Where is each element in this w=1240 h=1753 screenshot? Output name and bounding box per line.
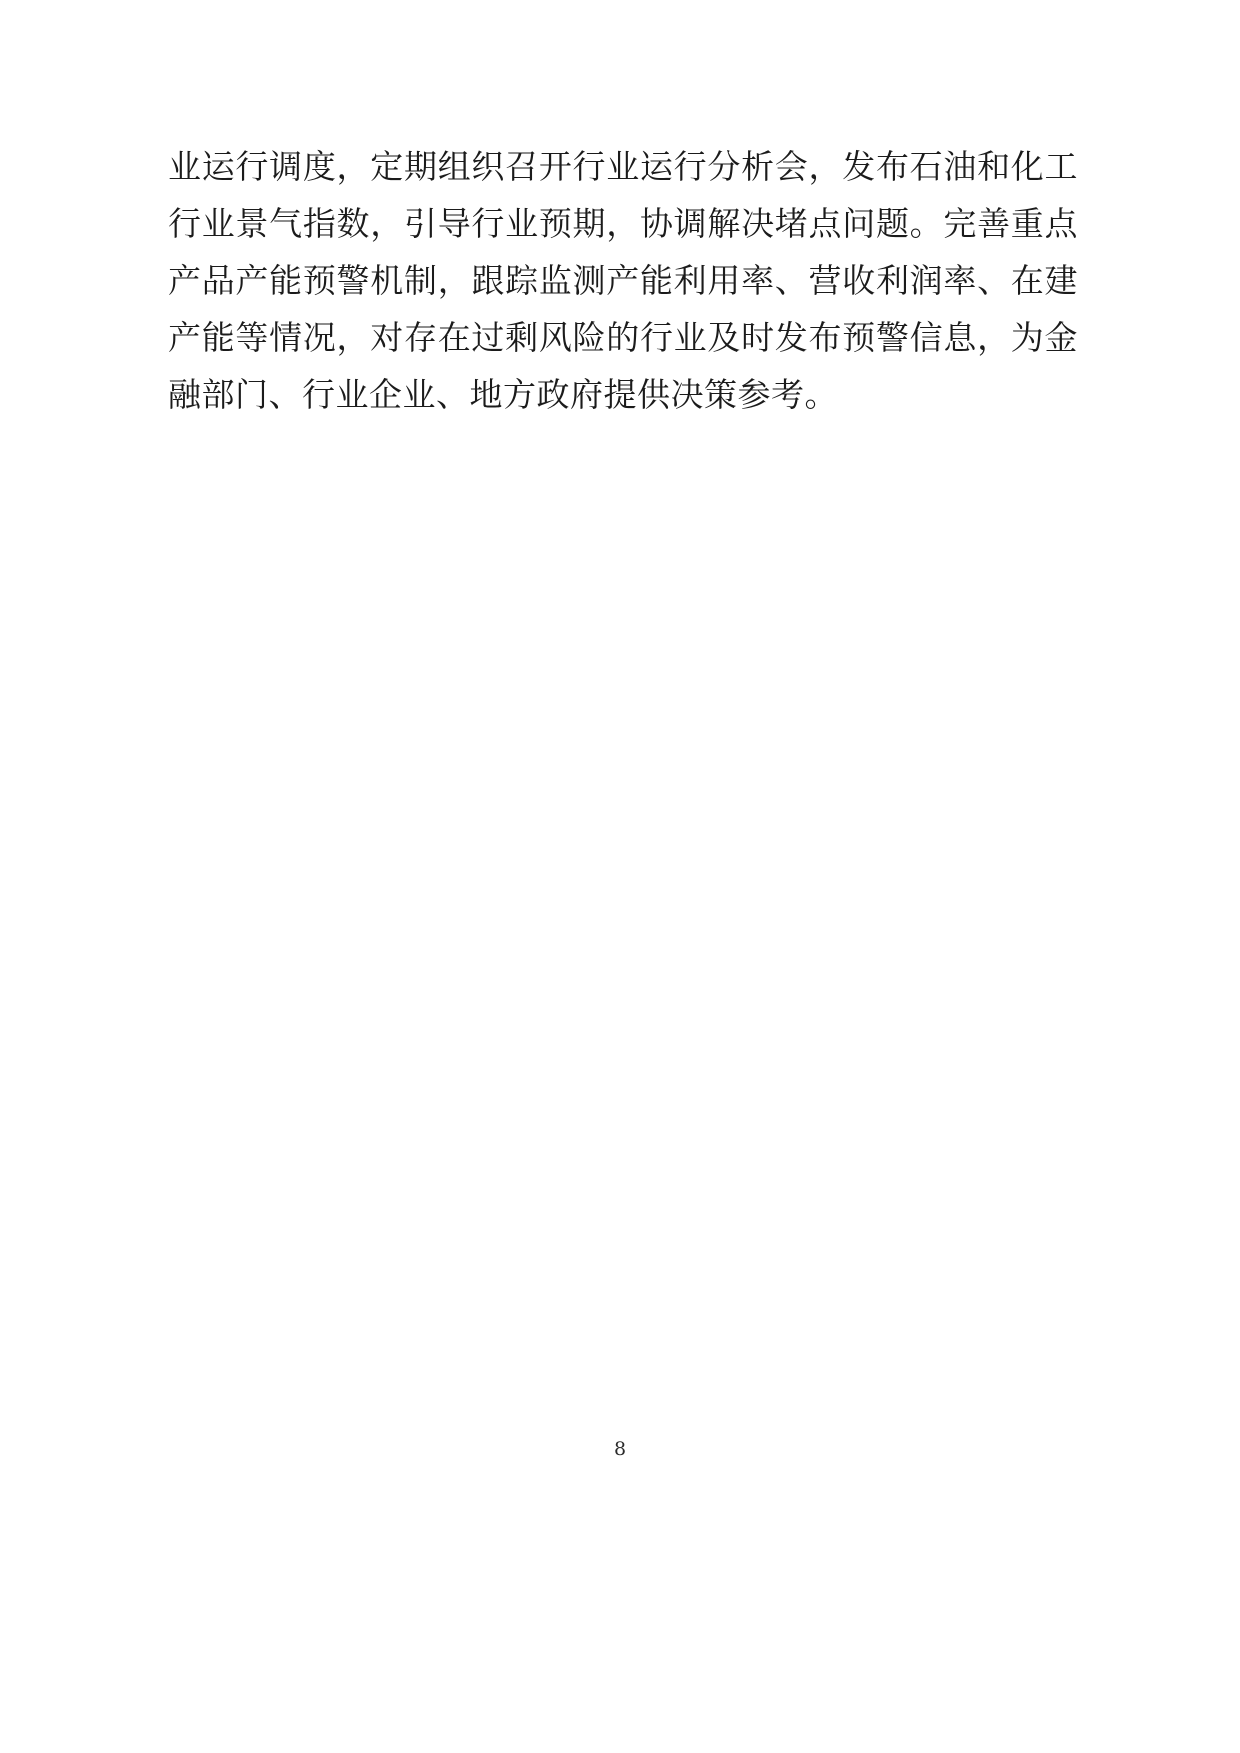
page-number: 8 xyxy=(613,1438,627,1460)
body-paragraph xyxy=(168,138,1078,423)
paragraph-text: 业运行调度，定期组织召开行业运行分析会，发布石油和化工行业景气指数，引导行业预期，协调解决堵点问题。完善重点产品产能预警机制，跟踪监测产能利用率、营收利润率、在建产能等情况，对存在过剩风险的行业及时发布预警信息，为金融部门、行业企业、地方政府提供决策参考。 xyxy=(168,147,1078,414)
